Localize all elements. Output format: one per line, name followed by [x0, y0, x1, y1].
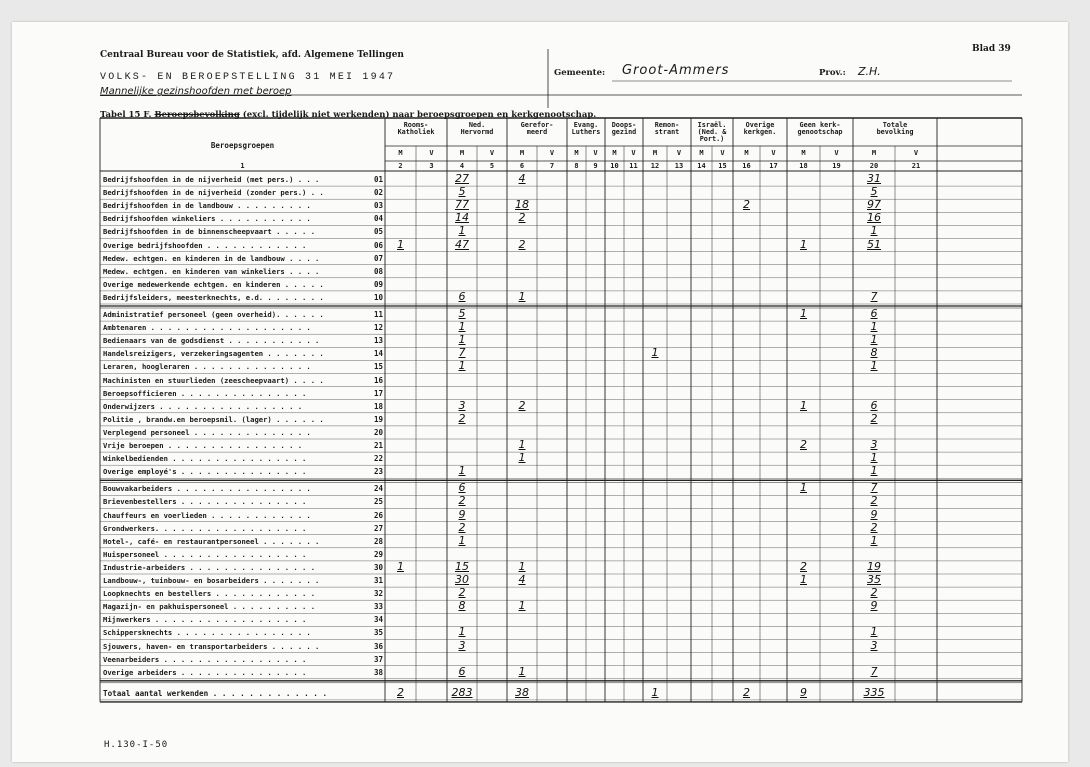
- cell-value: 2: [458, 411, 466, 425]
- cell-value: 1: [458, 359, 466, 373]
- row-number: 20: [373, 427, 383, 437]
- column-number: 14: [697, 162, 706, 170]
- cell-value: 9: [458, 507, 466, 521]
- row-number: 22: [373, 454, 383, 464]
- row-number: 06: [373, 240, 383, 250]
- total-cell-value: 2: [743, 685, 750, 699]
- cell-value: 6: [458, 481, 466, 495]
- cell-value: 1: [870, 320, 878, 334]
- cell-value: 2: [743, 198, 750, 212]
- group-header: Evang. Luthers: [571, 121, 601, 136]
- cell-value: 18: [515, 198, 529, 212]
- row-label: Leraren, hoogleraren . . . . . . . . . . . . . .: [103, 362, 311, 372]
- table-title-struck: Beroepsbevolking: [154, 110, 240, 120]
- cell-value: 27: [455, 172, 469, 185]
- sex-label: V: [720, 149, 725, 157]
- row-label: Industrie-arbeiders . . . . . . . . . . . . . . .: [103, 562, 316, 572]
- column-number: 7: [549, 162, 555, 170]
- row-label: Bedienaars van de godsdienst . . . . . . . . . . .: [103, 336, 320, 346]
- row-number: 07: [373, 253, 383, 263]
- row-label: Machinisten en stuurlieden (zeescheepvaart) . . . .: [103, 375, 324, 385]
- row-number: 02: [373, 188, 383, 198]
- row-number: 34: [373, 615, 383, 625]
- row-label: Verplegend personeel . . . . . . . . . . . . . .: [103, 427, 311, 437]
- cell-value: 30: [455, 573, 469, 586]
- cell-value: 97: [867, 198, 881, 212]
- column-number: 21: [911, 162, 921, 170]
- row-number: 27: [373, 523, 383, 533]
- cell-value: 5: [870, 185, 878, 199]
- row-number: 32: [373, 589, 383, 599]
- sex-label: V: [429, 149, 434, 157]
- total-row-label: Totaal aantal werkenden . . . . . . . . . . . . .: [103, 688, 328, 698]
- total-cell-value: 38: [515, 685, 529, 699]
- group-header: Gerefor- meerd: [520, 121, 554, 136]
- column-number: 20: [869, 162, 879, 170]
- row-number: 33: [373, 602, 383, 612]
- row-label: Bedrijfshoofden in de binnenscheepvaart . . . . .: [103, 227, 316, 237]
- group-header: Ned. Hervormd: [460, 121, 494, 136]
- cell-value: 1: [870, 464, 878, 478]
- sex-label: M: [574, 149, 579, 157]
- row-label: Politie , brandw.en beroepsmil. (lager) . . . . . .: [103, 414, 324, 424]
- row-label: Overige employé's . . . . . . . . . . . . . . .: [103, 467, 307, 477]
- cell-value: 9: [870, 599, 878, 613]
- cell-value: 1: [870, 533, 878, 547]
- row-label: Handelsreizigers, verzekeringsagenten . . . . . . .: [103, 349, 324, 359]
- prov-value: Z.H.: [858, 65, 881, 78]
- cell-value: 1: [800, 398, 807, 412]
- row-label: Bouwvakarbeiders . . . . . . . . . . . . . . . .: [103, 484, 311, 494]
- cell-value: 47: [455, 237, 469, 251]
- sex-label: V: [631, 149, 636, 157]
- row-label: Magazijn- en pakhuispersoneel . . . . . . . . . .: [103, 602, 316, 612]
- group-header: Geen kerk- genootschap: [797, 121, 843, 136]
- sex-label: M: [398, 149, 403, 157]
- row-number: 13: [373, 336, 383, 346]
- row-label: Medew. echtgen. en kinderen in de landbouw . . . .: [103, 253, 320, 263]
- sex-label: M: [519, 149, 525, 157]
- row-number: 12: [373, 323, 383, 333]
- row-number: 08: [373, 266, 383, 276]
- group-header: Israël. (Ned. & Port.): [697, 121, 727, 143]
- column-number: 9: [593, 162, 598, 170]
- row-number: 37: [373, 654, 383, 664]
- row-label: Ambtenaren . . . . . . . . . . . . . . . . . . .: [103, 323, 311, 333]
- cell-value: 8: [870, 346, 878, 360]
- column-number: 5: [489, 162, 495, 170]
- column-number: 6: [519, 162, 525, 170]
- sex-label: V: [676, 149, 682, 157]
- row-label: Huispersoneel . . . . . . . . . . . . . . . . .: [103, 549, 307, 559]
- cell-value: 7: [870, 664, 878, 678]
- column-number: 11: [629, 162, 638, 170]
- row-label: Landbouw-, tuinbouw- en bosarbeiders . . . . . . .: [103, 576, 320, 585]
- total-cell-value: 335: [863, 685, 885, 699]
- sex-label: V: [834, 149, 839, 157]
- row-number: 30: [373, 562, 383, 572]
- cell-value: 1: [458, 464, 466, 478]
- census-sheet: [12, 22, 1068, 762]
- cell-value: 6: [458, 289, 466, 303]
- column-number: 2: [398, 162, 403, 170]
- column-number: 18: [799, 162, 808, 170]
- cell-value: 1: [870, 451, 878, 465]
- form-code: H.130-I-50: [104, 740, 169, 750]
- sex-label: M: [871, 149, 877, 157]
- row-number: 16: [373, 375, 383, 385]
- sex-label: M: [801, 149, 806, 157]
- cell-value: 1: [458, 625, 466, 639]
- cell-value: 2: [800, 438, 807, 451]
- column-number: 12: [650, 162, 660, 170]
- row-number: 28: [373, 536, 383, 546]
- column-number: 16: [742, 162, 751, 170]
- column-number: 15: [718, 162, 727, 170]
- cell-value: 1: [458, 320, 466, 334]
- cell-value: 1: [800, 573, 807, 586]
- cell-value: 4: [518, 573, 526, 586]
- total-cell-value: 1: [651, 685, 659, 699]
- cell-value: 2: [800, 559, 807, 573]
- row-label: Mijnwerkers . . . . . . . . . . . . . . . . . .: [103, 615, 307, 625]
- cell-value: 2: [870, 411, 878, 425]
- group-header: Overige kerkgen.: [743, 121, 777, 136]
- cell-value: 3: [870, 638, 878, 652]
- cell-value: 77: [455, 198, 469, 212]
- row-number: 05: [373, 227, 383, 237]
- row-label: Bedrijfsleiders, meesterknechts, e.d. . . . . . . .: [103, 292, 324, 302]
- cell-value: 7: [870, 481, 878, 495]
- row-label: Winkelbedienden . . . . . . . . . . . . . . . .: [103, 454, 307, 464]
- cell-value: 8: [458, 599, 466, 613]
- row-number: 21: [373, 441, 383, 450]
- sex-label: V: [593, 149, 598, 157]
- row-label: Bedrijfshoofden in de nijverheid (met pers.) . . .: [103, 175, 320, 184]
- cell-value: 1: [870, 224, 878, 238]
- row-header-number: 1: [240, 162, 245, 170]
- cell-value: 2: [870, 586, 878, 600]
- gemeente-label: Gemeente:: [554, 68, 606, 78]
- table-title-rest: (excl. tijdelijk niet werkenden) naar beroepsgroepen en kerkgenootschap.: [242, 110, 597, 120]
- cell-value: 2: [458, 520, 466, 534]
- row-label: Schippersknechts . . . . . . . . . . . . . . . .: [103, 628, 311, 638]
- handwritten-subtitle: Mannelijke gezinshoofden met beroep: [100, 86, 292, 97]
- row-label: Chauffeurs en voerlieden . . . . . . . . . . . .: [103, 510, 311, 520]
- row-label: Veenarbeiders . . . . . . . . . . . . . . . . .: [103, 654, 307, 664]
- cell-value: 31: [867, 172, 881, 185]
- cell-value: 19: [867, 559, 881, 573]
- bureau-line: Centraal Bureau voor de Statistiek, afd. Algemene Tellingen: [100, 50, 404, 60]
- cell-value: 2: [518, 398, 526, 412]
- row-label: Loopknechts en bestellers . . . . . . . . . . . .: [103, 589, 316, 599]
- cell-value: 6: [870, 307, 878, 320]
- row-number: 38: [373, 667, 383, 677]
- cell-value: 2: [518, 237, 526, 251]
- row-number: 35: [373, 628, 383, 638]
- gemeente-value: Groot-Ammers: [622, 63, 730, 78]
- sex-label: M: [652, 149, 658, 157]
- cell-value: 1: [458, 333, 466, 347]
- row-label: Sjouwers, haven- en transportarbeiders . . . . . .: [103, 641, 320, 651]
- cell-value: 1: [800, 481, 807, 495]
- group-header: Rooms- Katholiek: [397, 121, 435, 136]
- row-number: 36: [373, 641, 383, 651]
- cell-value: 7: [870, 289, 878, 303]
- cell-value: 1: [518, 559, 526, 573]
- total-cell-value: 283: [451, 685, 473, 699]
- prov-label: Prov.:: [819, 68, 846, 78]
- row-number: 01: [373, 175, 383, 184]
- cell-value: 2: [870, 520, 878, 534]
- sex-label: V: [771, 149, 776, 157]
- row-number: 17: [373, 388, 383, 398]
- group-header: Remon- strant: [654, 121, 680, 136]
- cell-value: 6: [870, 398, 878, 412]
- cell-value: 15: [455, 559, 469, 573]
- cell-value: 9: [870, 507, 878, 521]
- row-number: 14: [373, 349, 383, 359]
- cell-value: 5: [458, 185, 466, 199]
- row-label: Brievenbestellers . . . . . . . . . . . . . . .: [103, 497, 307, 507]
- row-number: 18: [373, 401, 383, 411]
- row-label: Medew. echtgen. en kinderen van winkeliers . . . .: [103, 266, 320, 276]
- cell-value: 35: [867, 573, 881, 586]
- cell-value: 7: [458, 346, 466, 360]
- sex-label: V: [549, 149, 555, 157]
- cell-value: 1: [458, 224, 466, 238]
- cell-value: 1: [518, 664, 526, 678]
- row-number: 23: [373, 467, 383, 477]
- sex-label: M: [612, 149, 617, 157]
- row-label: Bedrijfshoofden in de landbouw . . . . . . . . .: [103, 201, 311, 211]
- cell-value: 1: [800, 237, 807, 251]
- cell-value: 51: [867, 237, 881, 251]
- row-label: Vrije beroepen . . . . . . . . . . . . . . . .: [103, 441, 303, 450]
- column-number: 10: [610, 162, 619, 170]
- cell-value: 1: [870, 625, 878, 639]
- cell-value: 1: [458, 533, 466, 547]
- cell-value: 1: [651, 346, 659, 360]
- cell-value: 1: [397, 237, 404, 251]
- column-number: 17: [769, 162, 778, 170]
- sex-label: M: [459, 149, 465, 157]
- census-title: VOLKS- EN BEROEPSTELLING 31 MEI 1947: [100, 72, 396, 83]
- row-label: Hotel-, café- en restaurantpersoneel . . . . . . .: [103, 536, 320, 546]
- group-header: Doops- gezind: [611, 121, 637, 136]
- row-header-title: Beroepsgroepen: [210, 141, 275, 150]
- cell-value: 1: [870, 359, 878, 373]
- row-number: 25: [373, 497, 383, 507]
- column-number: 3: [429, 162, 434, 170]
- sex-label: M: [699, 149, 704, 157]
- table-title-prefix: Tabel 15 F.: [100, 110, 152, 120]
- sex-label: V: [913, 149, 919, 157]
- row-label: Onderwijzers . . . . . . . . . . . . . . . . .: [103, 401, 303, 411]
- row-label: Overige medewerkende echtgen. en kinderen . . . . .: [103, 279, 324, 289]
- row-number: 31: [373, 576, 383, 585]
- cell-value: 1: [518, 438, 526, 451]
- cell-value: 3: [870, 438, 878, 451]
- cell-value: 1: [800, 307, 807, 320]
- row-label: Beroepsofficieren . . . . . . . . . . . . . . .: [103, 388, 307, 398]
- row-number: 04: [373, 214, 383, 224]
- row-number: 29: [373, 549, 383, 559]
- column-number: 19: [832, 162, 841, 170]
- row-number: 19: [373, 414, 383, 424]
- column-number: 8: [574, 162, 579, 170]
- total-cell-value: 2: [397, 685, 404, 699]
- row-label: Overige bedrijfshoofden . . . . . . . . . . . .: [103, 240, 307, 250]
- cell-value: 3: [458, 398, 466, 412]
- row-label: Administratief personeel (geen overheid). . . . . .: [103, 310, 324, 319]
- cell-value: 1: [518, 289, 526, 303]
- row-number: 24: [373, 484, 383, 494]
- row-number: 10: [373, 292, 383, 302]
- cell-value: 1: [870, 333, 878, 347]
- cell-value: 1: [397, 559, 404, 573]
- sex-label: V: [489, 149, 495, 157]
- column-number: 13: [674, 162, 684, 170]
- row-label: Grondwerkers. . . . . . . . . . . . . . . . . .: [103, 523, 307, 533]
- cell-value: 1: [518, 451, 526, 465]
- cell-value: 5: [458, 307, 466, 320]
- cell-value: 1: [518, 599, 526, 613]
- row-number: 09: [373, 279, 383, 289]
- sheet-number: Blad 39: [972, 44, 1011, 54]
- cell-value: 16: [867, 211, 881, 225]
- cell-value: 4: [518, 172, 526, 185]
- row-label: Bedrijfshoofden in de nijverheid (zonder pers.) . .: [103, 188, 324, 198]
- sex-label: M: [744, 149, 749, 157]
- cell-value: 2: [870, 494, 878, 508]
- cell-value: 6: [458, 664, 466, 678]
- cell-value: 14: [455, 211, 469, 225]
- row-label: Bedrijfshoofden winkeliers . . . . . . . . . . .: [103, 214, 311, 224]
- row-number: 15: [373, 362, 383, 372]
- cell-value: 2: [518, 211, 526, 225]
- column-number: 4: [459, 162, 465, 170]
- row-number: 11: [373, 310, 383, 319]
- group-header: Totale bevolking: [876, 121, 914, 136]
- cell-value: 2: [458, 586, 466, 600]
- total-cell-value: 9: [800, 685, 807, 699]
- row-label: Overige arbeiders . . . . . . . . . . . . . . .: [103, 667, 307, 677]
- row-number: 26: [373, 510, 383, 520]
- cell-value: 3: [458, 638, 466, 652]
- row-number: 03: [373, 201, 383, 211]
- cell-value: 2: [458, 494, 466, 508]
